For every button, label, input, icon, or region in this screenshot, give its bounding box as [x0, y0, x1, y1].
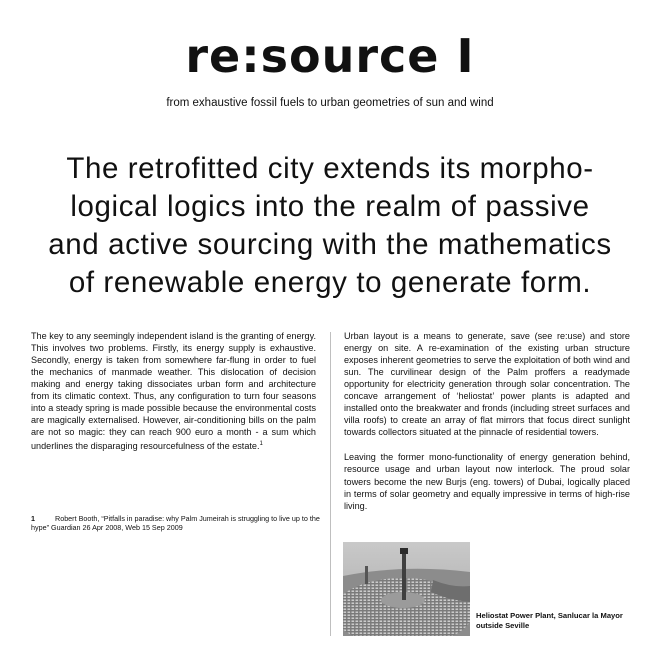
column-divider: [330, 332, 331, 636]
lead-statement: [18, 150, 642, 302]
heliostat-plant-photo: [343, 542, 470, 636]
footnote-reference: 1: [259, 441, 263, 448]
heliostat-photo-illustration: [343, 542, 470, 636]
paragraph-text: The key to any seemingly independent island is the granting of energy. This involves two problems. Firstly, its energy supply is exhaustive. Secondly, energy is taken from somewhere far-flung in order to fuel the mechanics of manmade weather. This dislocation of decision making and energy taking dissociates urban form and architecture from its climatic context. Thus, any configuration to turn four seasons into a steady spring is made possible because the environmental costs are magically externalised. However, air-conditioning bills on the palm are not so magic: they can reach 900 euro a month - a sum which underlines the disparaging resourcefulness of the estate.: [31, 331, 316, 452]
figure-caption: [476, 611, 646, 631]
page-title: re:source I: [185, 29, 475, 83]
body-paragraph: Leaving the former mono-functionality of energy generation behind, resource usage and urban layout now interlock. The proud solar towers become the new Burjs (eng. towers) of Dubai, logically placed in terms of solar geometry and equally impressive in terms of high-rise living.: [344, 452, 630, 511]
body-paragraph: Urban layout is a means to generate, save (see re:use) and store energy on site. A re-examination of the existing urban structure exposes inherent geometries to serve the exploitation of both wind and sun. The curvilinear design of the Palm proffers a readymade opportunity for electricity generation through solar concentration. The concave arrangement of ‘heliostat’ power plants is adapted and installed onto the breakwater and fronds (including street surfaces and villa roofs) to create an array of flat mirrors that focus direct sunlight towards collectors situated at the pinnacle of residential towers.: [344, 331, 630, 438]
caption-line: Heliostat Power Plant, Sanlucar la Mayor: [476, 611, 623, 620]
right-text-column: [344, 330, 630, 525]
page-subtitle: from exhaustive fossil fuels to urban geometries of sun and wind: [166, 97, 494, 109]
lead-line: and active sourcing with the mathematics: [48, 228, 612, 261]
lead-line: logical logics into the realm of passive: [70, 190, 590, 223]
footnote-number: 1: [31, 514, 35, 523]
footnote: [31, 514, 321, 533]
footnote-text: Robert Booth, “Pitfalls in paradise: why Palm Jumeirah is struggling to live up to the hype” Guardian 26 Apr 2008, Web 15 Sep 2009: [31, 514, 320, 533]
lead-line: of renewable energy to generate form.: [68, 266, 592, 299]
lead-line: The retrofitted city extends its morpho-: [66, 152, 594, 185]
caption-line: outside Seville: [476, 621, 530, 630]
left-text-column: [31, 330, 316, 466]
body-paragraph: [31, 330, 316, 453]
